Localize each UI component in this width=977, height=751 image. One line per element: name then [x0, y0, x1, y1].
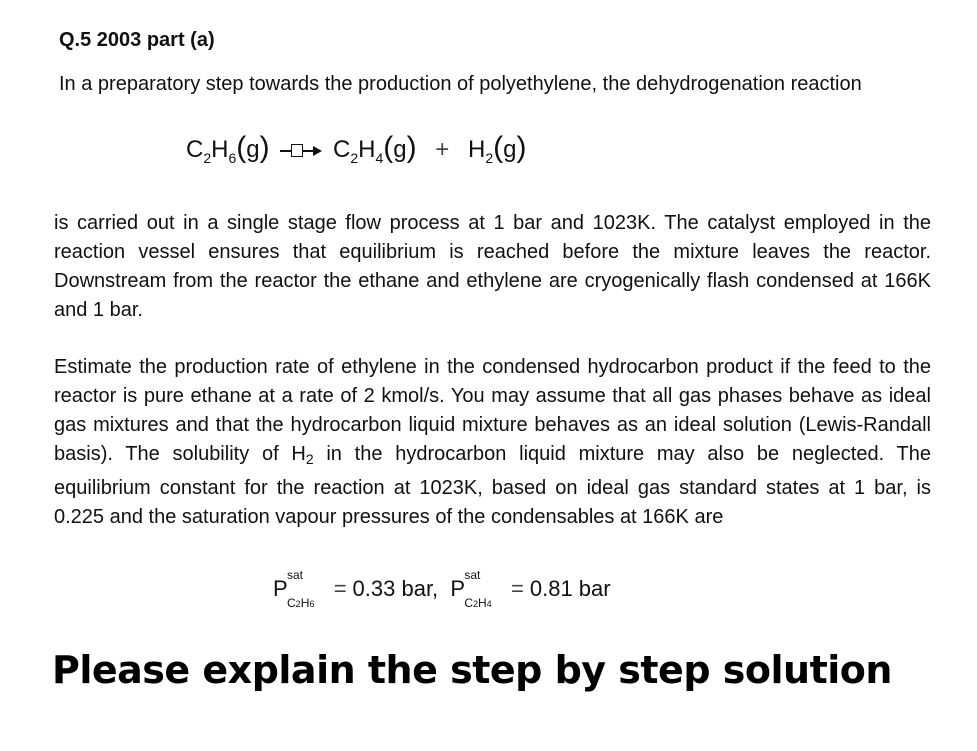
reaction-equation: [186, 130, 526, 176]
intro-text: In a preparatory step towards the production of polyethylene, the dehydrogenation reaction: [59, 73, 862, 95]
ethane-formula: $C_2H_6(g)$: [186, 131, 270, 166]
task-paragraph: Estimate the production rate of ethylene in the condensed hydrocarbon product if the feed to the reactor is pure ethane at a rate of 2 kmol/s. You may assume that all gas phases behave as ideal gas mixtures and that the hydrocarbon liquid mixture behaves as an ideal solution (Lewis-Randall basis). The solubility of $H_2$ in the hydrocarbon liquid mixture may also be neglected. The equilibrium constant for the reaction at 1023K, based on ideal gas standard states at 1 bar, is 0.225 and the saturation vapour pressures of the condensables at 166K are: [54, 356, 931, 528]
ethylene-formula: $C_2H_4(g)$: [332, 131, 417, 166]
question-title: Q.5 2003 part (a): [59, 29, 215, 51]
ethylene-psat-value: 0.81 bar: [529, 576, 611, 601]
explanation-request: Please explain the step by step solution: [52, 648, 892, 692]
ethane-psat-value: 0.33 bar,: [352, 576, 439, 601]
plus-sign: +: [435, 136, 450, 163]
ethylene-psat-symbol: P sat C2H4: [450, 568, 492, 610]
hydrogen-formula: $H_2(g)$: [467, 131, 527, 166]
saturation-pressures: P sat C2H6 = 0.33 bar, P sat C2H4 = 0.81 bar: [273, 568, 611, 610]
process-paragraph: is carried out in a single stage flow process at 1 bar and 1023K. The catalyst employed in the reaction vessel ensures that equilibrium is reached before the mixture leaves the reactor. Downstream from the reactor the ethane and ethylene are cryogenically flash condensed at 166K and 1 bar.: [54, 212, 931, 321]
reaction-arrow-icon: [280, 144, 322, 158]
ethane-psat-symbol: P sat C2H6: [273, 568, 315, 610]
